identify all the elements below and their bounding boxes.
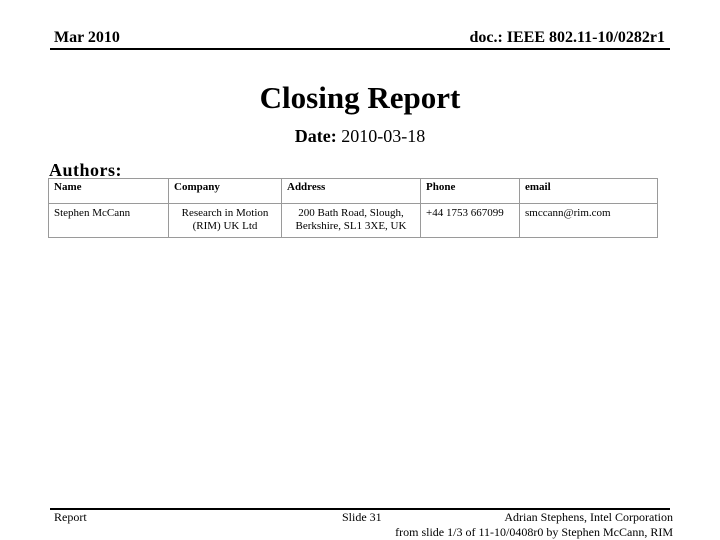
header-doc-id: doc.: IEEE 802.11-10/0282r1 bbox=[469, 29, 665, 46]
author-address: 200 Bath Road, Slough, Berkshire, SL1 3XE, UK bbox=[282, 204, 421, 238]
slide-number: Slide 31 bbox=[342, 510, 382, 524]
table-row bbox=[49, 204, 658, 238]
column-header-name: Name bbox=[49, 179, 169, 204]
authors-table bbox=[48, 178, 658, 238]
author-email: smccann@rim.com bbox=[520, 204, 658, 238]
authors-label: Authors: bbox=[49, 160, 123, 180]
footer-source: from slide 1/3 of 11-10/0408r0 by Stephen McCann, RIM bbox=[395, 525, 673, 539]
footer-label: Report bbox=[54, 510, 87, 524]
column-header-phone: Phone bbox=[421, 179, 520, 204]
date-label: Date: bbox=[294, 126, 337, 146]
column-header-email: email bbox=[520, 179, 658, 204]
author-company: Research in Motion (RIM) UK Ltd bbox=[169, 204, 282, 238]
footer-attribution bbox=[395, 510, 673, 540]
header-date: Mar 2010 bbox=[54, 29, 120, 46]
slide-title: Closing Report bbox=[259, 80, 461, 115]
column-header-company: Company bbox=[169, 179, 282, 204]
column-header-address: Address bbox=[282, 179, 421, 204]
table-header-row bbox=[49, 179, 658, 204]
date-value: 2010-03-18 bbox=[341, 126, 426, 146]
author-name: Stephen McCann bbox=[49, 204, 169, 238]
footer-author: Adrian Stephens, Intel Corporation bbox=[504, 510, 673, 524]
header-divider bbox=[50, 48, 670, 50]
date-line bbox=[0, 126, 720, 147]
author-phone: +44 1753 667099 bbox=[421, 204, 520, 238]
